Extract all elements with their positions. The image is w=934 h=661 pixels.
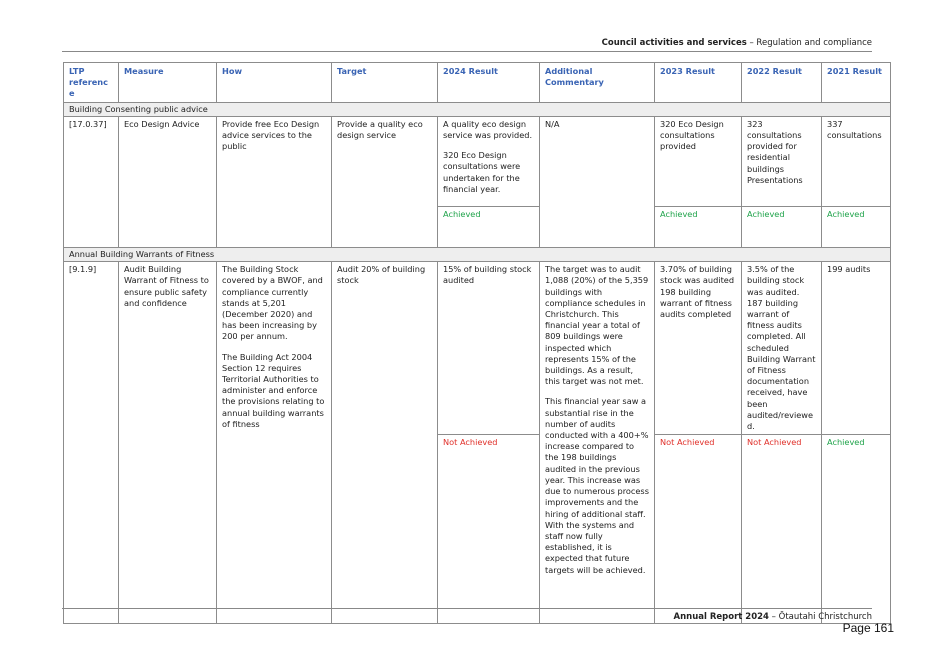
ltp-reference: [9.1.9] <box>64 262 119 624</box>
result-2021: 199 audits <box>822 262 891 435</box>
result-2023: 320 Eco Design consultations provided <box>655 116 742 206</box>
page-number: Page 161 <box>842 621 894 635</box>
status-2023: Achieved <box>655 207 742 248</box>
how: The Building Stock covered by a BWOF, and compliance currently stands at 5,201 (December 2020) and has been increasing by 200 per annum. The Building Act 2004 Section 12 requires Territorial Authorities to administer and enforce the provisions relating to annual building warrants of fitness <box>217 262 332 624</box>
result-2022: 323 consultations provided for residential buildings Presentations <box>742 116 822 206</box>
status-2021: Achieved <box>822 435 891 624</box>
col-2021-result: 2021 Result <box>822 63 891 103</box>
performance-table <box>63 62 891 624</box>
col-how: How <box>217 63 332 103</box>
ltp-reference: [17.0.37] <box>64 116 119 247</box>
result-2024: A quality eco design service was provided. 320 Eco Design consultations were undertaken for the financial year. <box>438 116 540 206</box>
footer-rule <box>62 608 872 609</box>
status-2022: Not Achieved <box>742 435 822 624</box>
section-row <box>64 248 891 262</box>
additional-commentary: N/A <box>540 116 655 247</box>
target: Audit 20% of building stock <box>332 262 438 624</box>
col-2024-result: 2024 Result <box>438 63 540 103</box>
page-footer: Annual Report 2024 – Ōtautahi Christchurch <box>673 612 872 622</box>
additional-commentary: The target was to audit 1,088 (20%) of the 5,359 buildings with compliance schedules in Christchurch. This financial year a total of 809 buildings were inspected which represents 15% of the buildings. As a result, this target was not met. This financial year saw a substantial rise in the number of audits conducted with a 400+% increase compared to the 198 buildings audited in the previous year. This increase was due to numerous process improvements and the hiring of additional staff. With the systems and staff now fully established, it is expected that future targets will be achieved. <box>540 262 655 624</box>
table-row <box>64 262 891 435</box>
how: Provide free Eco Design advice services to the public <box>217 116 332 247</box>
target: Provide a quality eco design service <box>332 116 438 247</box>
result-2021: 337 consultations <box>822 116 891 206</box>
status-2024: Not Achieved <box>438 435 540 624</box>
col-2022-result: 2022 Result <box>742 63 822 103</box>
result-2023: 3.70% of building stock was audited 198 building warrant of fitness audits completed <box>655 262 742 435</box>
section-row <box>64 102 891 116</box>
measure: Eco Design Advice <box>119 116 217 247</box>
table-row <box>64 116 891 206</box>
header-rule <box>62 51 872 52</box>
col-measure: Measure <box>119 63 217 103</box>
section-title: Annual Building Warrants of Fitness <box>64 248 891 262</box>
status-2024: Achieved <box>438 207 540 248</box>
status-2023: Not Achieved <box>655 435 742 624</box>
col-ltp-reference: LTP reference <box>64 63 119 103</box>
col-target: Target <box>332 63 438 103</box>
page-header: Council activities and services – Regulation and compliance <box>601 38 872 48</box>
result-2024: 15% of building stock audited <box>438 262 540 435</box>
section-title: Building Consenting public advice <box>64 102 891 116</box>
table-header-row <box>64 63 891 103</box>
col-2023-result: 2023 Result <box>655 63 742 103</box>
measure: Audit Building Warrant of Fitness to ensure public safety and confidence <box>119 262 217 624</box>
col-additional-commentary: Additional Commentary <box>540 63 655 103</box>
result-2022: 3.5% of the building stock was audited. 187 building warrant of fitness audits completed. All scheduled Building Warrant of Fitness documentation received, have been audited/reviewed. <box>742 262 822 435</box>
status-2021: Achieved <box>822 207 891 248</box>
status-2022: Achieved <box>742 207 822 248</box>
